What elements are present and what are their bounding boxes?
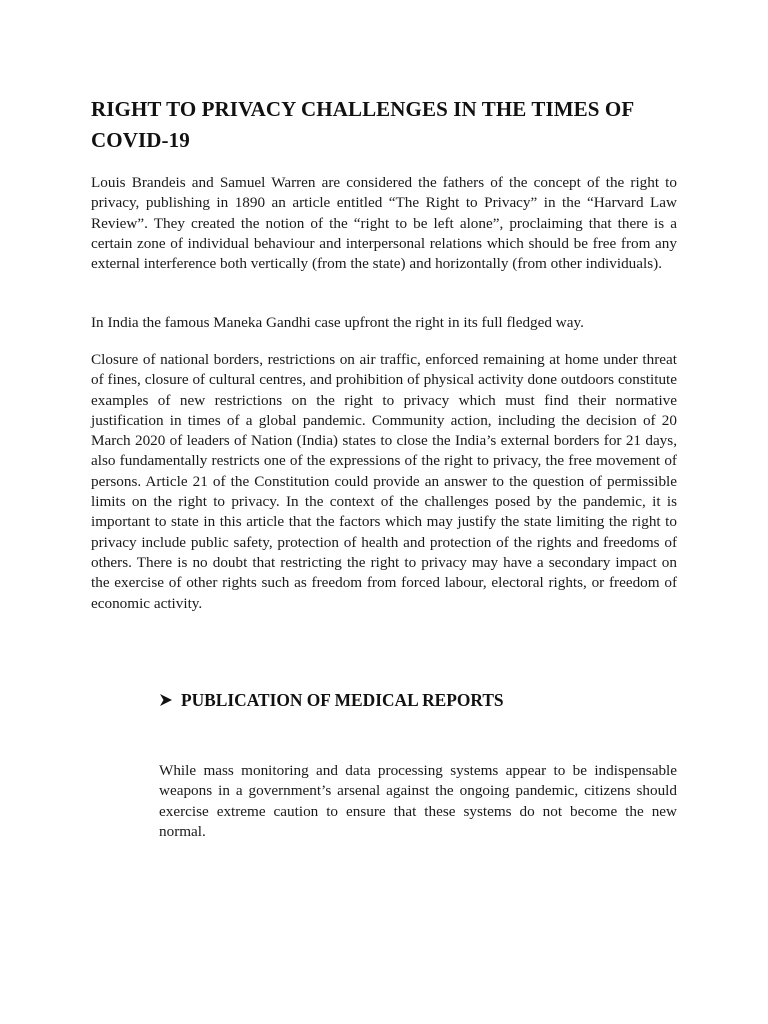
- paragraph-brandeis-warren: Louis Brandeis and Samuel Warren are considered the fathers of the concept of the right to privacy, publishing in 1890 an article entitled “The Right to Privacy” in the “Harvard Law Review”. They created the notion of the “right to be left alone”, proclaiming that there is a certain zone of individual behaviour and interpersonal relations which should be free from any external interference both vertically (from the state) and horizontally (from other individuals).: [91, 174, 677, 273]
- arrowhead-bullet-icon: [159, 693, 175, 707]
- section-body-paragraph: While mass monitoring and data processing systems appear to be indispensable weapons in a government’s arsenal against the ongoing pandemic, citizens should exercise extreme caution to ensure that these systems do not become the new normal.: [159, 762, 677, 840]
- paragraph-maneka-gandhi: In India the famous Maneka Gandhi case upfront the right in its full fledged way.: [91, 314, 584, 331]
- section-heading-medical-reports: [159, 688, 504, 712]
- document-title: RIGHT TO PRIVACY CHALLENGES IN THE TIMES OF COVID-19: [91, 97, 634, 152]
- paragraph-covid-restrictions: Closure of national borders, restrictions on air traffic, enforced remaining at home under threat of fines, closure of cultural centres, and prohibition of physical activity done outdoors constitute examples of new restrictions on the right to privacy which must find their normative justification in times of a global pandemic. Community action, including the decision of 20 March 2020 of leaders of Nation (India) states to close the India’s external borders for 21 days, also fundamentally restricts one of the expressions of the right to privacy, the free movement of persons. Article 21 of the Constitution could provide an answer to the question of permissible limits on the right to privacy. In the context of the challenges posed by the pandemic, it is important to state in this article that the factors which may justify the state limiting the right to privacy include public safety, protection of health and protection of the rights and freedoms of others. There is no doubt that restricting the right to privacy may have a secondary impact on the exercise of other rights such as freedom from forced labour, electoral rights, or freedom of economic activity.: [91, 351, 677, 612]
- section-heading-label: PUBLICATION OF MEDICAL REPORTS: [181, 690, 504, 710]
